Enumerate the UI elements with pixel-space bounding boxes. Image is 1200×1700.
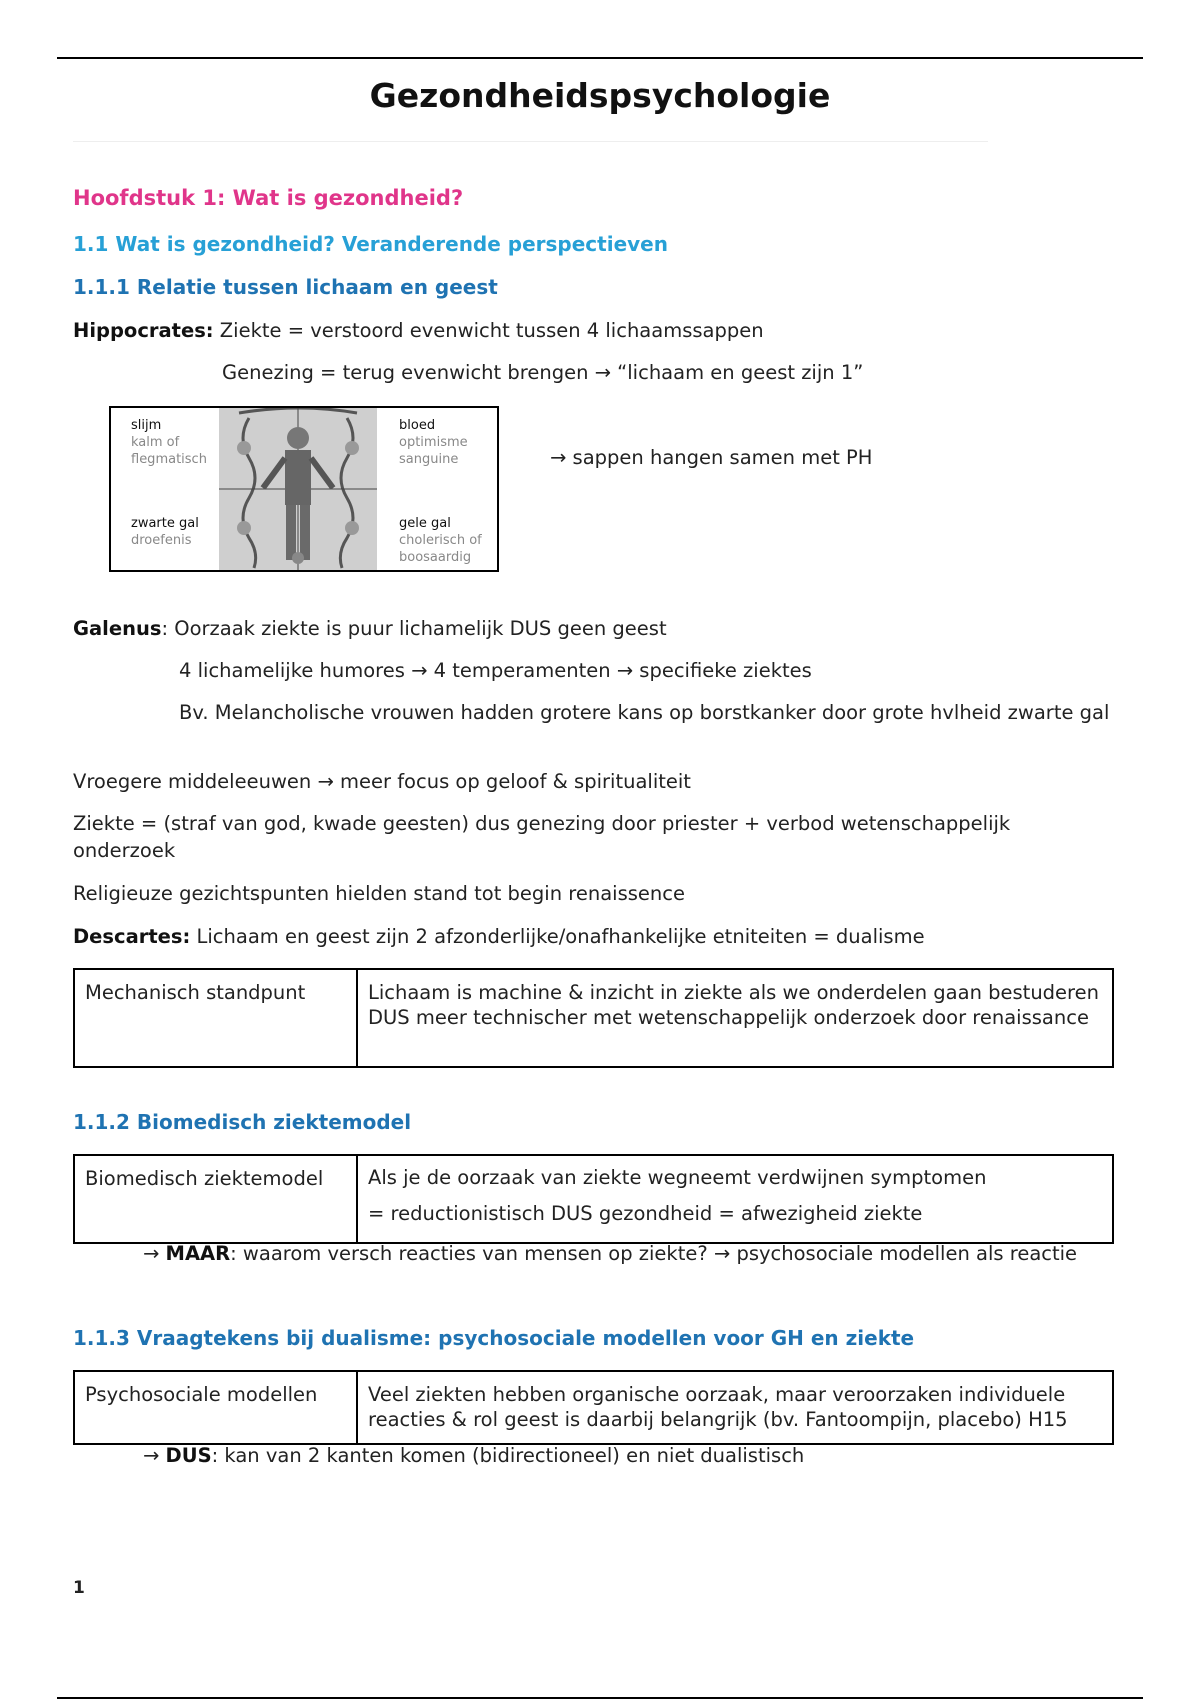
top-rule [57, 57, 1143, 59]
arrow-glyph: → [143, 1444, 166, 1467]
religieuze-line: Religieuze gezichtspunten hielden stand tot begin renaissence [73, 882, 685, 905]
galenus-line [73, 615, 667, 642]
descartes-text: Lichaam en geest zijn 2 afzonderlijke/onafhankelijke etniteiten = dualisme [190, 925, 925, 948]
biomedisch-line-2: = reductionistisch DUS gezondheid = afwezigheid ziekte [368, 1202, 923, 1225]
hippocrates-line [73, 317, 764, 344]
psychosociaal-term: Psychosociale modellen [74, 1371, 357, 1444]
maar-line [143, 1240, 1077, 1267]
galenus-example: Bv. Melancholische vrouwen hadden grotere kans op borstkanker door grote hvlheid zwarte gal [179, 701, 1110, 724]
humors-figure [109, 406, 499, 572]
humors-caption: → sappen hangen samen met PH [550, 446, 873, 469]
galenus-label: Galenus [73, 617, 162, 640]
dus-label: DUS [165, 1444, 212, 1467]
table-row [74, 969, 1113, 1067]
arrow-glyph: → [143, 1242, 166, 1265]
ziekte-god-line: Ziekte = (straf van god, kwade geesten) dus genezing door priester + verbod wetenschappelijk onderzoek [73, 812, 1011, 862]
descartes-line [73, 923, 925, 950]
bottom-rule [57, 1697, 1143, 1699]
biomedisch-definition [357, 1155, 1113, 1243]
subsection-heading-1-1-1: 1.1.1 Relatie tussen lichaam en geest [73, 275, 498, 299]
mechanisch-table [73, 968, 1114, 1068]
table-row [74, 1371, 1113, 1444]
galenus-temperaments: 4 lichamelijke humores → 4 temperamenten → specifieke ziektes [179, 659, 812, 682]
galenus-text: : Oorzaak ziekte is puur lichamelijk DUS geen geest [161, 617, 667, 640]
maar-label: MAAR [165, 1242, 231, 1265]
subsection-heading-1-1-3: 1.1.3 Vraagtekens bij dualisme: psychosociale modellen voor GH en ziekte [73, 1326, 915, 1350]
mechanisch-definition: Lichaam is machine & inzicht in ziekte als we onderdelen gaan bestuderen DUS meer technischer met wetenschappelijk onderzoek door renaissance [357, 969, 1113, 1067]
dus-line [143, 1442, 804, 1469]
hippocrates-label: Hippocrates: [73, 319, 214, 342]
descartes-label: Descartes: [73, 925, 191, 948]
humor-bloed: bloed optimisme sanguine [399, 418, 468, 467]
table-row [74, 1155, 1113, 1243]
subsection-heading-1-1-2: 1.1.2 Biomedisch ziektemodel [73, 1110, 412, 1134]
page-number: 1 [73, 1578, 85, 1598]
humor-slijm: slijm kalm of flegmatisch [131, 418, 207, 467]
biomedisch-line-1: Als je de oorzaak van ziekte wegneemt verdwijnen symptomen [368, 1166, 987, 1189]
document-title: Gezondheidspsychologie [369, 76, 831, 115]
mechanisch-term: Mechanisch standpunt [74, 969, 357, 1067]
chapter-heading: Hoofdstuk 1: Wat is gezondheid? [73, 186, 464, 210]
humor-gele-gal: gele gal cholerisch of boosaardig [399, 516, 482, 565]
hippocrates-text: Ziekte = verstoord evenwicht tussen 4 lichaamssappen [213, 319, 764, 342]
psychosociaal-definition: Veel ziekten hebben organische oorzaak, maar veroorzaken individuele reacties & rol geest is daarbij belangrijk (bv. Fantoompijn, placebo) H15 [357, 1371, 1113, 1444]
biomedisch-term: Biomedisch ziektemodel [74, 1155, 357, 1243]
biomedisch-table [73, 1154, 1114, 1244]
humor-zwarte-gal: zwarte gal droefenis [131, 516, 199, 548]
title-underline [73, 141, 988, 142]
genezing-line: Genezing = terug evenwicht brengen → “lichaam en geest zijn 1” [222, 361, 864, 384]
middeleeuwen-line: Vroegere middeleeuwen → meer focus op geloof & spiritualiteit [73, 770, 691, 793]
section-heading-1-1: 1.1 Wat is gezondheid? Veranderende perspectieven [73, 232, 668, 256]
dus-text: : kan van 2 kanten komen (bidirectioneel) en niet dualistisch [211, 1444, 805, 1467]
humors-woodcut-illustration [219, 408, 377, 570]
psychosociaal-table [73, 1370, 1114, 1445]
maar-text: : waarom versch reacties van mensen op ziekte? → psychosociale modellen als reactie [230, 1242, 1078, 1265]
